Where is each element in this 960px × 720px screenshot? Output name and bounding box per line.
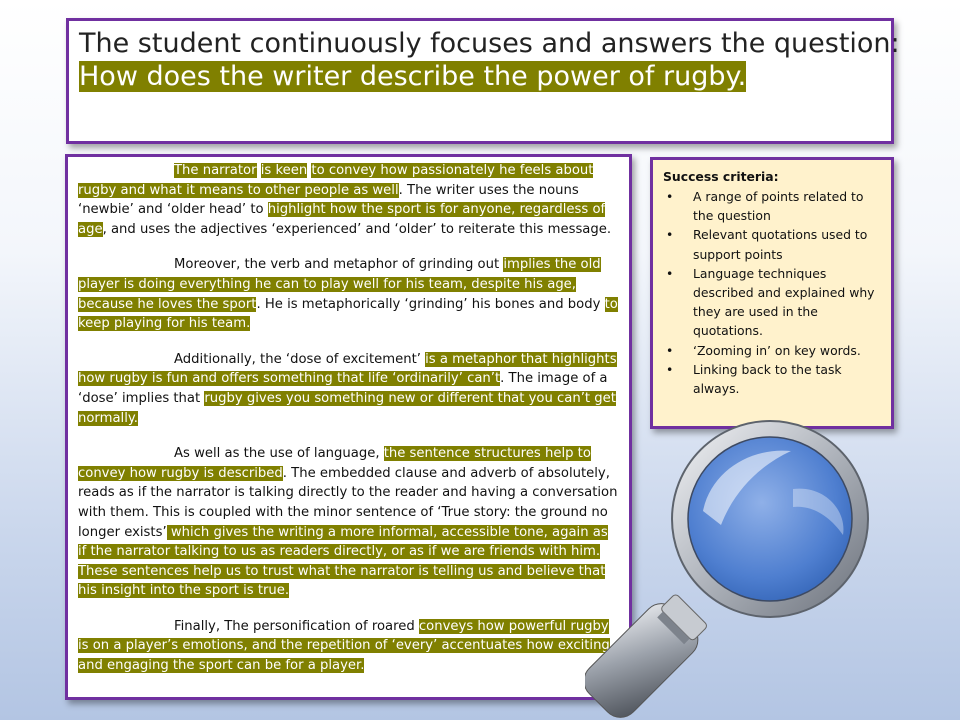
criteria-item	[663, 264, 881, 341]
title-line-1: The student continuously focuses and answers the question:	[79, 28, 900, 59]
criteria-item	[663, 360, 881, 398]
essay-paragraph-5	[78, 617, 619, 676]
highlighted-text: to convey how passionately he feels about rugby and what it means to other people as well	[78, 163, 594, 198]
highlighted-text: to keep playing for his team.	[78, 296, 618, 332]
bullet-icon: •	[666, 342, 674, 358]
success-criteria-heading: Success criteria:	[663, 169, 779, 184]
highlighted-text: conveys how powerful rugby is on a player’s emotions, and the repetition of ‘every’ accentuates how exciting and engaging the sport can be for a player.	[78, 618, 610, 674]
highlighted-text: rugby gives you something new or different that you can’t get normally.	[78, 390, 616, 426]
success-criteria-list	[663, 187, 881, 398]
essay-text: As well as the use of language,	[174, 446, 384, 462]
title-box	[66, 18, 900, 144]
highlighted-text: The narrator	[174, 163, 257, 178]
criteria-item	[663, 341, 881, 360]
bullet-icon: •	[666, 265, 674, 281]
essay-paragraph-4	[78, 444, 619, 601]
highlighted-text: implies the old player is doing everything he can to play well for his team, despite his age, because he loves the sport	[78, 257, 601, 312]
highlighted-text: is a metaphor that highlights how rugby is fun and offers something that life ‘ordinarily’ can’t	[78, 351, 617, 387]
title-question: How does the writer describe the power of rugby.	[79, 61, 747, 92]
bullet-icon: •	[666, 361, 674, 377]
criteria-item-text: A range of points related to the question	[693, 189, 864, 224]
criteria-item-text: Linking back to the task always.	[693, 361, 842, 397]
essay-text: , and uses the adjectives ‘experienced’ and ‘older’ to reiterate this message.	[102, 221, 612, 237]
bullet-icon: •	[666, 227, 674, 243]
essay-text: Additionally, the ‘dose of excitement’	[174, 351, 426, 367]
criteria-item	[663, 225, 881, 263]
criteria-item-text: ‘Zooming in’ on key words.	[693, 342, 861, 358]
magnifying-glass-icon	[585, 415, 885, 720]
essay-text: Finally, The personification of roared	[174, 618, 419, 634]
essay-box	[65, 154, 632, 700]
bullet-icon: •	[666, 189, 674, 204]
criteria-item	[663, 187, 881, 225]
criteria-item-text: Language techniques described and explained why they are used in the quotations.	[693, 265, 875, 339]
essay-paragraph-2	[78, 255, 619, 333]
essay-text: . The image of a ‘dose’ implies that	[78, 371, 608, 406]
highlighted-text: highlight how the sport is for anyone, regardless of age	[78, 202, 606, 237]
essay-text: . The writer uses the nouns ‘newbie’ and ‘older head’ to	[78, 182, 579, 218]
essay-paragraph-3	[78, 350, 619, 428]
success-criteria-box	[650, 157, 894, 429]
essay-text: . He is metaphorically ‘grinding’ his bones and body	[256, 296, 605, 312]
essay-text: Moreover, the verb and metaphor of grinding out	[174, 257, 504, 273]
highlighted-text: the sentence structures help to convey how rugby is described	[78, 446, 591, 481]
essay-paragraph-1	[78, 161, 619, 239]
criteria-item-text: Relevant quotations used to support points	[693, 227, 868, 262]
essay-text: . The embedded clause and adverb of absolutely, reads as if the narrator is talking directly to the reader and having a conversation with them. This is coupled with the minor sentence of ‘True story: the ground no longer exists’	[78, 465, 618, 540]
highlighted-text: is keen	[260, 163, 308, 178]
highlighted-text: which gives the writing a more informal, accessible tone, again as if the narrator talking to us as readers directly, or as if we are friends with him. These sentences help us to trust what the narrator is telling us and believe that his insight into the sport is true.	[78, 524, 608, 599]
